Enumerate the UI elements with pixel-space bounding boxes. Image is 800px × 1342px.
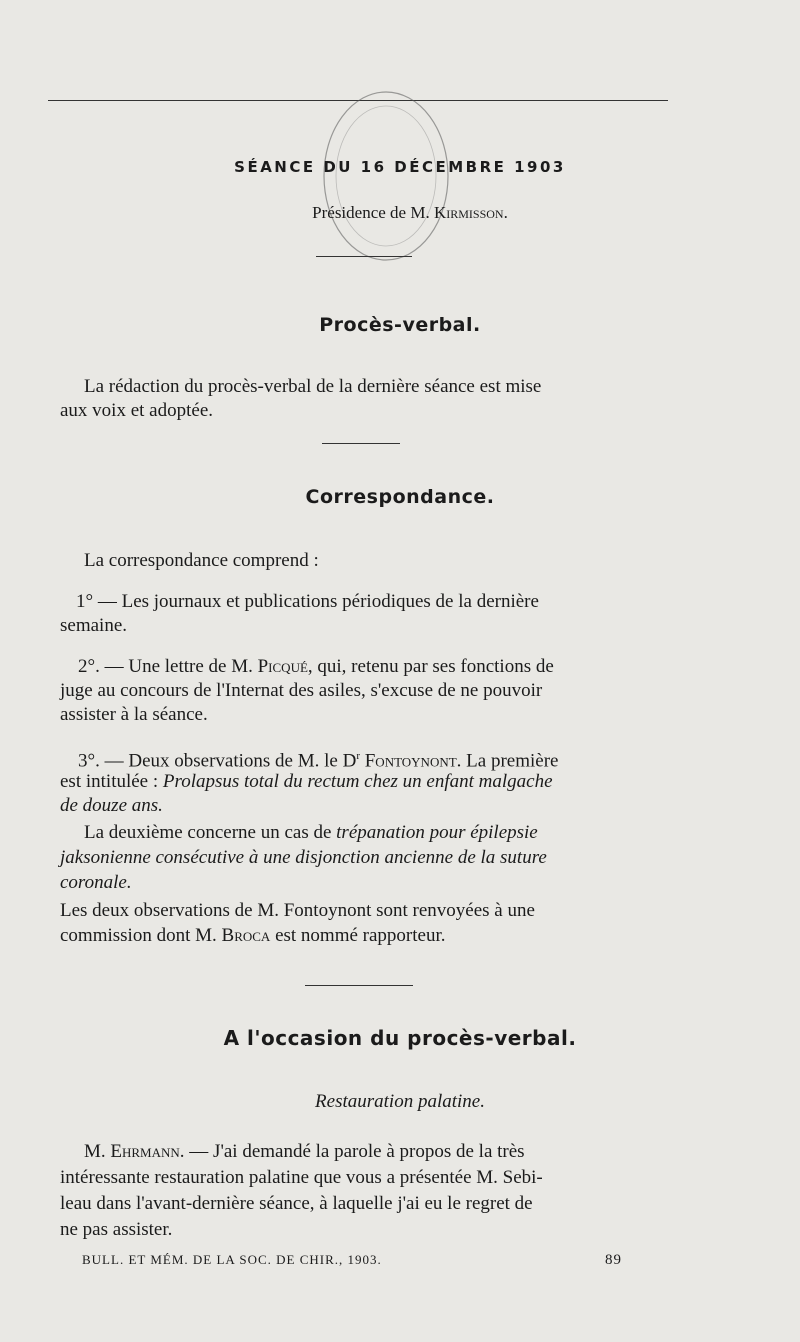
page-number: 89 (605, 1252, 622, 1268)
item4-line-2 (60, 924, 700, 948)
item1-line-2: semaine. (60, 615, 128, 636)
item3b-italic: trépanation pour épilepsie (336, 822, 538, 843)
item3b-prefix: La deuxième concerne un cas de (84, 822, 337, 843)
item3-name: Fontoynont (359, 750, 457, 772)
proces-verbal-heading: Procès-verbal. (319, 314, 481, 336)
occasion-line-3: leau dans l'avant-dernière séance, à laquelle j'ai eu le regret de (60, 1193, 533, 1214)
proces-verbal-line-2: aux voix et adoptée. (60, 400, 214, 421)
section-rule-1 (322, 443, 400, 444)
item3-line2-prefix: est intitulée : (60, 771, 163, 792)
presidence-suffix: . (503, 203, 508, 222)
occasion-line-1 (60, 1140, 700, 1164)
occasion-subheading: Restauration palatine. (315, 1091, 485, 1112)
speaker-name: M. Ehrmann (84, 1141, 180, 1162)
correspondance-heading: Correspondance. (305, 486, 495, 508)
presidence-name: Kirmisson (433, 203, 504, 222)
item4-suffix: est nommé rapporteur. (270, 925, 446, 946)
occasion-line-4: ne pas assister. (60, 1219, 173, 1240)
item2-line-3: assister à la séance. (60, 704, 208, 725)
item4-prefix: commission dont M. (60, 925, 222, 946)
item3b-line-3: coronale. (60, 872, 132, 893)
item3-line-1 (60, 744, 700, 773)
item2-line-1 (60, 655, 700, 679)
item2-suffix: , qui, retenu par ses fonctions de (307, 656, 554, 677)
item3-sup: r (356, 750, 360, 762)
item3b-line-1 (60, 821, 700, 845)
item2-prefix: 2°. — Une lettre de M. (78, 656, 258, 677)
seance-title: SÉANCE DU 16 DÉCEMBRE 1903 (234, 158, 566, 176)
occasion-heading: A l'occasion du procès-verbal. (223, 1026, 577, 1050)
item3-prefix: 3°. — Deux observations de M. le D (78, 750, 357, 772)
item2-line-2: juge au concours de l'Internat des asiles, s'excuse de ne pouvoir (60, 680, 543, 701)
item3-line2-italic: Prolapsus total du rectum chez un enfant malgache (162, 771, 553, 792)
occasion-line-2: intéressante restauration palatine que vous a présentée M. Sebi- (60, 1167, 543, 1188)
presidence-line (10, 203, 800, 223)
header-rule (316, 256, 412, 257)
item3-line-2 (60, 770, 700, 794)
section-rule-2 (305, 985, 413, 986)
item4-name: Broca (221, 925, 271, 946)
correspondance-intro: La correspondance comprend : (84, 550, 319, 571)
item3b-line-2: jaksonienne consécutive à une disjonction ancienne de la suture (60, 847, 547, 868)
item4-line-1: Les deux observations de M. Fontoynont sont renvoyées à une (60, 900, 535, 921)
library-stamp (316, 84, 456, 274)
item1-line-1: 1° — Les journaux et publications périodiques de la dernière (76, 591, 539, 612)
item3-line-3: de douze ans. (60, 795, 163, 816)
item3-suffix: . La première (456, 750, 559, 772)
footer-citation: BULL. ET MÉM. DE LA SOC. DE CHIR., 1903. (82, 1252, 382, 1267)
proces-verbal-line-1: La rédaction du procès-verbal de la dernière séance est mise (84, 376, 542, 397)
occasion-line1-suffix: . — J'ai demandé la parole à propos de la très (179, 1141, 525, 1162)
presidence-prefix: Présidence de M. (312, 203, 434, 222)
item2-name: Picqué (257, 656, 308, 677)
